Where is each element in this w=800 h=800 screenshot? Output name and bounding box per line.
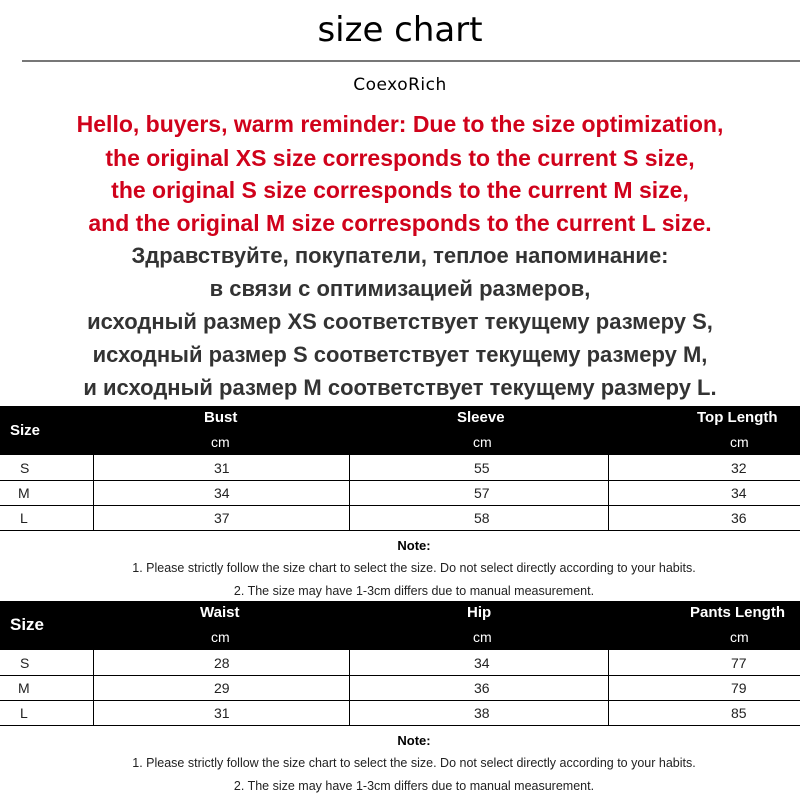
grid-line [93, 455, 94, 530]
reminder-ru-line: Здравствуйте, покупатели, теплое напоминание: [131, 243, 669, 268]
column-header-hip: Hip [467, 604, 492, 621]
reminder-en-line: and the original M size corresponds to the current L size. [88, 210, 712, 236]
value-cell: 29 [214, 680, 230, 696]
value-cell: 31 [214, 460, 230, 476]
grid-line [608, 650, 609, 725]
value-cell: 55 [474, 460, 490, 476]
value-cell: 79 [731, 680, 747, 696]
size-cell: L [20, 705, 28, 721]
table-row [0, 505, 800, 530]
grid-line [0, 700, 800, 701]
unit-label: cm [473, 434, 492, 450]
size-cell: M [18, 680, 30, 696]
value-cell: 38 [474, 705, 490, 721]
reminder-en-line: the original XS size corresponds to the current S size, [105, 145, 695, 171]
value-cell: 57 [474, 485, 490, 501]
note-title: Note: [397, 538, 431, 553]
reminder-en-line: the original S size corresponds to the current M size, [111, 177, 689, 203]
table-row [0, 700, 800, 725]
value-cell: 32 [731, 460, 747, 476]
grid-line [0, 675, 800, 676]
value-cell: 36 [731, 510, 747, 526]
note-line: 1. Please strictly follow the size chart to select the size. Do not select directly according to your habits. [132, 561, 696, 575]
value-cell: 34 [474, 655, 490, 671]
grid-line [608, 455, 609, 530]
size-cell: L [20, 510, 28, 526]
column-header-sleeve: Sleeve [457, 409, 505, 426]
value-cell: 31 [214, 705, 230, 721]
unit-label: cm [211, 434, 230, 450]
value-cell: 34 [731, 485, 747, 501]
table-header [0, 406, 800, 455]
note-line: 2. The size may have 1-3cm differs due to manual measurement. [233, 584, 595, 598]
value-cell: 36 [474, 680, 490, 696]
reminder-ru-line: в связи с оптимизацией размеров, [209, 276, 591, 301]
grid-line [349, 455, 350, 530]
value-cell: 85 [731, 705, 747, 721]
reminder-ru-line: исходный размер S соответствует текущему размеру M, [92, 342, 708, 367]
value-cell: 77 [731, 655, 747, 671]
table-row [0, 650, 800, 675]
value-cell: 34 [214, 485, 230, 501]
reminder-ru-line: исходный размер XS соответствует текущему размеру S, [87, 309, 713, 334]
unit-label: cm [473, 629, 492, 645]
size-cell: S [20, 460, 30, 476]
page-title: size chart [317, 10, 483, 50]
grid-line [349, 650, 350, 725]
grid-line [0, 480, 800, 481]
value-cell: 28 [214, 655, 230, 671]
column-header-pants-length: Pants Length [690, 604, 786, 621]
table-header [0, 601, 800, 650]
column-header-top-length: Top Length [697, 409, 778, 426]
reminder-en-line: Hello, buyers, warm reminder: Due to the size optimization, [76, 111, 724, 137]
table-row [0, 675, 800, 700]
size-column-header: Size [10, 615, 45, 634]
unit-label: cm [730, 434, 749, 450]
title-divider [22, 60, 800, 62]
note-title: Note: [397, 733, 431, 748]
grid-line [93, 650, 94, 725]
grid-line [0, 530, 800, 531]
size-cell: M [18, 485, 30, 501]
brand-name: CoexoRich [353, 75, 447, 95]
value-cell: 37 [214, 510, 230, 526]
note-line: 1. Please strictly follow the size chart to select the size. Do not select directly according to your habits. [132, 756, 696, 770]
size-column-header: Size [10, 422, 41, 439]
table-row [0, 480, 800, 505]
reminder-ru-line: и исходный размер M соответствует текущему размеру L. [83, 375, 717, 400]
unit-label: cm [211, 629, 230, 645]
grid-line [0, 505, 800, 506]
column-header-bust: Bust [204, 409, 238, 426]
size-cell: S [20, 655, 30, 671]
table-row [0, 455, 800, 480]
column-header-waist: Waist [200, 604, 240, 621]
value-cell: 58 [474, 510, 490, 526]
unit-label: cm [730, 629, 749, 645]
note-line: 2. The size may have 1-3cm differs due to manual measurement. [233, 779, 595, 793]
grid-line [0, 725, 800, 726]
